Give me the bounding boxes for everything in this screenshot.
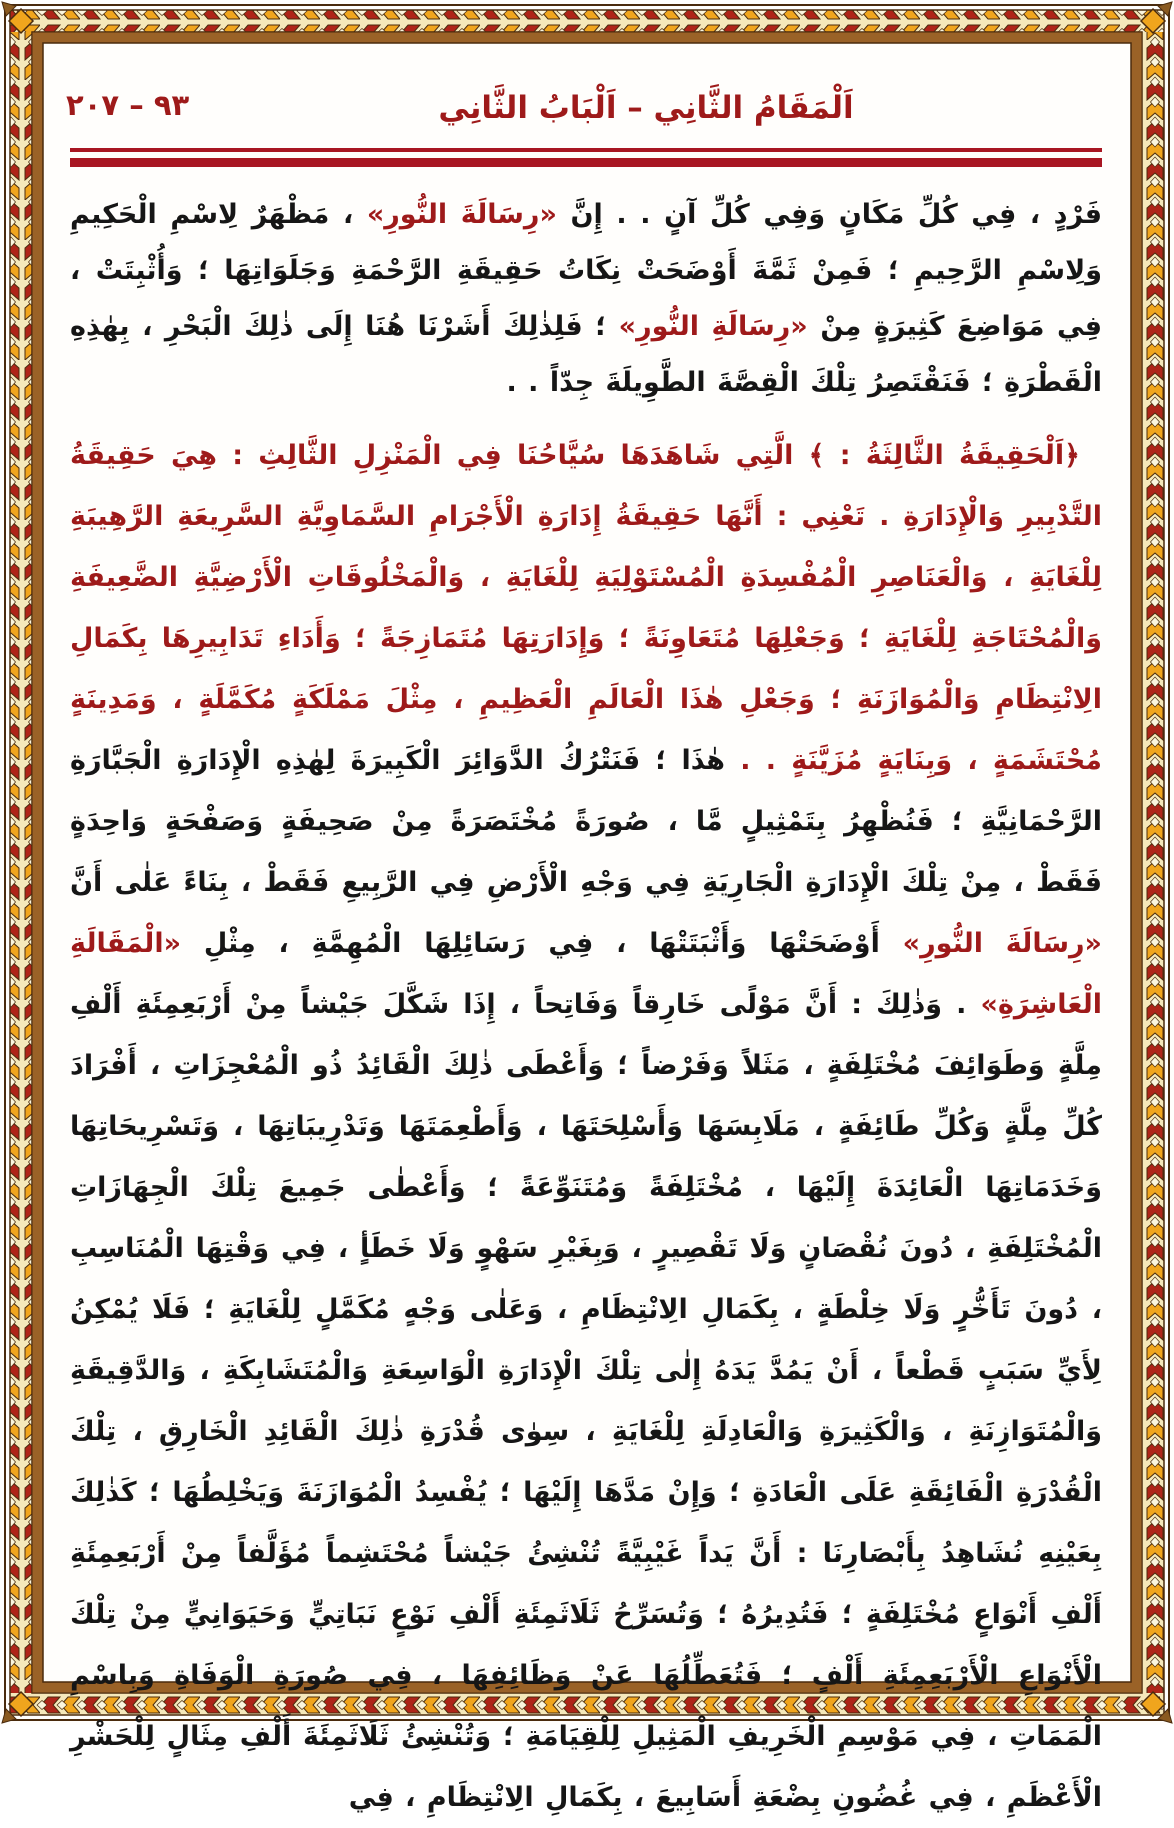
text-run-black: ، مَظْهَرٌ لِاسْمِ الْحَكِيمِ وَلِاسْمِ الرَّحِيمِ ؛ فَمِنْ ثَمَّةَ أَوْضَحَتْ نِكَاتُ حَقِيقَةِ الرَّحْمَةِ وَجَلَوَاتِهَا ؛ وَأُثْبِتَتْ ، فِي مَوَاضِعَ كَثِيرَةٍ مِنْ: [70, 199, 1102, 342]
text-run-black: ؛ فَلِذٰلِكَ أَشَرْنَا هُنَا إِلَى ذٰلِكَ الْبَحْرِ ، بِهٰذِهِ الْقَطْرَةِ ؛ فَنَقْتَصِرُ تِلْكَ الْقِصَّةَ الطَّوِيلَةَ جِدّاً . .: [70, 311, 1102, 398]
header-rule: [70, 148, 1102, 167]
page-header: [66, 84, 1102, 136]
body-text: [70, 187, 1102, 1828]
text-run-black: هٰذَا ؛ فَنَتْرُكُ الدَّوَائِرَ الْكَبِيرَةَ لِهٰذِهِ الْإِدَارَةِ الْجَبَّارَةِ الرَّحْمَانِيَّةِ ؛ فَنُظْهِرُ بِتَمْثِيلٍ مَّا ، صُورَةً مُخْتَصَرَةً مِنْ صَحِيفَةٍ وَصَفْحَةٍ وَاحِدَةٍ فَقَطْ ، مِنْ تِلْكَ الْإِدَارَةِ الْجَارِيَةِ فِي وَجْهِ الْأَرْضِ فِي الرَّبِيعِ فَقَطْ ، بِنَاءً عَلٰى أَنَّ: [70, 745, 1102, 898]
text-run-red: «الْمَقَالَةِ الْعَاشِرَةِ»: [70, 928, 1102, 1020]
paragraph: [70, 425, 1102, 1828]
text-run-red: «رِسَالَةِ النُّورِ»: [618, 311, 808, 342]
text-run-red: ﴿اَلْحَقِيقَةُ الثَّالِثَةُ : ﴾ الَّتِي شَاهَدَهَا سُيَّاحُنَا فِي الْمَنْزِلِ الثَّالِثِ : هِيَ حَقِيقَةُ التَّدْبِيرِ وَالْإِدَارَةِ . تَعْنِي : أَنَّهَا حَقِيقَةُ إِدَارَةِ الْأَجْرَامِ السَّمَاوِيَّةِ السَّرِيعَةِ الرَّهِيبَةِ لِلْغَايَةِ ، وَالْعَنَاصِرِ الْمُفْسِدَةِ الْمُسْتَوْلِيَةِ لِلْغَايَةِ ، وَالْمَخْلُوقَاتِ الْأَرْضِيَّةِ الضَّعِيفَةِ وَالْمُحْتَاجَةِ لِلْغَايَةِ ؛ وَجَعْلِهَا مُتَعَاوِنَةً ؛ وَإِدَارَتِهَا مُتَمَازِجَةً ؛ وَأَدَاءِ تَدَابِيرِهَا بِكَمَالِ الِانْتِظَامِ وَالْمُوَازَنَةِ ؛ وَجَعْلِ هٰذَا الْعَالَمِ الْعَظِيمِ ، مِثْلَ مَمْلَكَةٍ مُكَمَّلَةٍ ، وَمَدِينَةٍ مُحْتَشَمَةٍ ، وَبِنَايَةٍ مُزَيَّنَةٍ . .: [70, 440, 1102, 776]
text-run-black: أَوْضَحَتْهَا وَأَثْبَتَتْهَا ، فِي رَسَائِلِهَا الْمُهِمَّةِ ، مِثْلِ: [181, 928, 903, 959]
paragraph: [70, 187, 1102, 411]
text-run-black: فَرْدٍ ، فِي كُلِّ مَكَانٍ وَفِي كُلِّ آنٍ . . إِنَّ: [556, 199, 1103, 230]
text-run-red: «رِسَالَةَ النُّورِ»: [902, 928, 1102, 959]
text-run-red: «رِسَالَةَ النُّورِ»: [366, 199, 557, 230]
page-content: [66, 84, 1103, 1828]
page-number: ٩٣ – ٢٠٧: [66, 88, 190, 122]
text-run-black: . وَذٰلِكَ : أَنَّ مَوْلًى خَارِقاً وَفَاتِحاً ، إِذَا شَكَّلَ جَيْشاً مِنْ أَرْبَعِمِئَةِ أَلْفِ مِلَّةٍ وَطَوَائِفَ مُخْتَلِفَةٍ ، مَثَلاً وَفَرْضاً ؛ وَأَعْطَى ذٰلِكَ الْقَائِدُ ذُو الْمُعْجِزَاتِ ، أَفْرَادَ كُلِّ مِلَّةٍ وَكُلِّ طَائِفَةٍ ، مَلَابِسَهَا وَأَسْلِحَتَهَا ، وَأَطْعِمَتَهَا وَتَدْرِيبَاتِهَا ، وَتَسْرِيحَاتِهَا وَخَدَمَاتِهَا الْعَائِدَةَ إِلَيْهَا ، مُخْتَلِفَةً وَمُتَنَوِّعَةً ؛ وَأَعْطٰى جَمِيعَ تِلْكَ الْجِهَازَاتِ الْمُخْتَلِفَةِ ، دُونَ نُقْصَانٍ وَلَا تَقْصِيرٍ ، وَبِغَيْرِ سَهْوٍ وَلَا خَطَأٍ ، فِي وَقْتِهَا الْمُنَاسِبِ ، دُونَ تَأَخُّرٍ وَلَا خِلْطَةٍ ، بِكَمَالِ الِانْتِظَامِ ، وَعَلٰى وَجْهٍ مُكَمَّلٍ لِلْغَايَةِ ؛ فَلَا يُمْكِنُ لِأَيِّ سَبَبٍ قَطْعاً ، أَنْ يَمُدَّ يَدَهُ إِلٰى تِلْكَ الْإِدَارَةِ الْوَاسِعَةِ وَالْمُتَشَابِكَةِ ، وَالدَّقِيقَةِ وَالْمُتَوَازِنَةِ ، وَالْكَثِيرَةِ وَالْعَادِلَةِ لِلْغَايَةِ ، سِوٰى قُدْرَةِ ذٰلِكَ الْقَائِدِ الْخَارِقِ ، تِلْكَ الْقُدْرَةِ الْفَائِقَةِ عَلَى الْعَادَةِ ؛ وَإِنْ مَدَّهَا إِلَيْهَا ؛ يُفْسِدُ الْمُوَازَنَةَ وَيَخْلِطُهَا ؛ كَذٰلِكَ بِعَيْنِهِ نُشَاهِدُ بِأَبْصَارِنَا : أَنَّ يَداً غَيْبِيَّةً تُنْشِئُ جَيْشاً مُحْتَشِماً مُؤَلَّفاً مِنْ أَرْبَعِمِئَةِ أَلْفِ أَنْوَاعٍ مُخْتَلِفَةٍ ؛ فَتُدِيرُهُ ؛ وَتُسَرِّحُ ثَلَاثَمِئَةِ أَلْفِ نَوْعٍ نَبَاتِيٍّ وَحَيَوَانِيٍّ مِنْ تِلْكَ الْأَنْوَاعِ الْأَرْبَعِمِئَةِ أَلْفٍ ؛ فَتُعَطِّلُهَا عَنْ وَظَائِفِهَا ، فِي صُورَةِ الْوَفَاةِ وَبِاسْمِ الْمَمَاتِ ، فِي مَوْسِمِ الْخَرِيفِ الْمَثِيلِ لِلْقِيَامَةِ ؛ وَتُنْشِئُ ثَلَاثَمِئَةَ أَلْفِ مِثَالٍ لِلْحَشْرِ الْأَعْظَمِ ، فِي غُضُونِ بِضْعَةِ أَسَابِيعَ ، بِكَمَالِ الِانْتِظَامِ ، فِي: [70, 989, 1102, 1813]
page-title: اَلْمَقَامُ الثَّانِي – اَلْبَابُ الثَّانِي: [438, 90, 854, 126]
